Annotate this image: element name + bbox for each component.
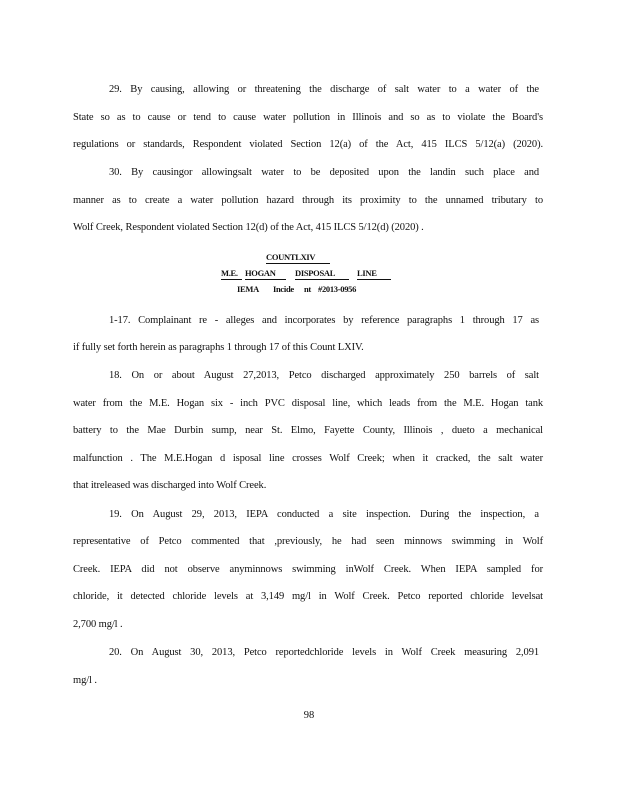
count-ref-incide: Incide <box>273 284 294 294</box>
paragraph-18-line-3: battery to the Mae Durbin sump, near St. Elmo, Fayette County, Illinois , dueto a mechanical <box>73 425 543 436</box>
paragraph-19-line-5: 2,700 mg/l . <box>73 619 123 630</box>
count-title: COUNTLXIV <box>266 252 330 264</box>
paragraph-19-line-1: 19. On August 29, 2013, IEPA conducted a site inspection. During the inspection, a <box>109 509 539 520</box>
count-subtitle-me: M.E. <box>221 268 242 280</box>
paragraph-18-line-4: malfunction . The M.E.Hogan d isposal line crosses Wolf Creek; when it cracked, the salt water <box>73 453 543 464</box>
paragraph-1-17-line-1: 1-17. Complainant re - alleges and incorporates by reference paragraphs 1 through 17 as <box>109 315 539 326</box>
paragraph-30-line-2: manner as to create a water pollution hazard through its proximity to the unnamed tributary to <box>73 195 543 206</box>
count-subtitle-hogan: HOGAN <box>245 268 286 280</box>
paragraph-1-17-line-2: if fully set forth herein as paragraphs 1 through 17 of this Count LXIV. <box>73 342 364 353</box>
page-number: 98 <box>303 710 315 721</box>
count-subtitle-line: LINE <box>357 268 391 280</box>
paragraph-20-line-2: mg/l . <box>73 675 97 686</box>
count-ref-iema: IEMA <box>237 284 259 294</box>
paragraph-19-line-2: representative of Petco commented that ,previously, he had seen minnows swimming in Wolf <box>73 536 543 547</box>
paragraph-30-line-3: Wolf Creek, Respondent violated Section 12(d) of the Act, 415 ILCS 5/12(d) (2020) . <box>73 222 424 233</box>
paragraph-29-line-1: 29. By causing, allowing or threatening the discharge of salt water to a water of the <box>109 84 539 95</box>
paragraph-20-line-1: 20. On August 30, 2013, Petco reportedchloride levels in Wolf Creek measuring 2,091 <box>109 647 539 658</box>
count-ref-number: #2013-0956 <box>318 284 357 294</box>
paragraph-29-line-2: State so as to cause or tend to cause water pollution in Illinois and so as to violate the Board's <box>73 112 543 123</box>
paragraph-18-line-5: that itreleased was discharged into Wolf Creek. <box>73 480 267 491</box>
count-ref-nt: nt <box>304 284 311 294</box>
paragraph-19-line-4: chloride, it detected chloride levels at 3,149 mg/l in Wolf Creek. Petco reported chloride levelsat <box>73 591 543 602</box>
paragraph-18-line-1: 18. On or about August 27,2013, Petco discharged approximately 250 barrels of salt <box>109 370 539 381</box>
paragraph-29-line-3: regulations or standards, Respondent violated Section 12(a) of the Act, 415 ILCS 5/12(a) (2020). <box>73 139 543 150</box>
count-subtitle-disposal: DISPOSAL <box>295 268 349 280</box>
paragraph-30-line-1: 30. By causingor allowingsalt water to be deposited upon the landin such place and <box>109 167 539 178</box>
paragraph-18-line-2: water from the M.E. Hogan six - inch PVC disposal line, which leads from the M.E. Hogan tank <box>73 398 543 409</box>
paragraph-19-line-3: Creek. IEPA did not observe anyminnows swimming inWolf Creek. When IEPA sampled for <box>73 564 543 575</box>
